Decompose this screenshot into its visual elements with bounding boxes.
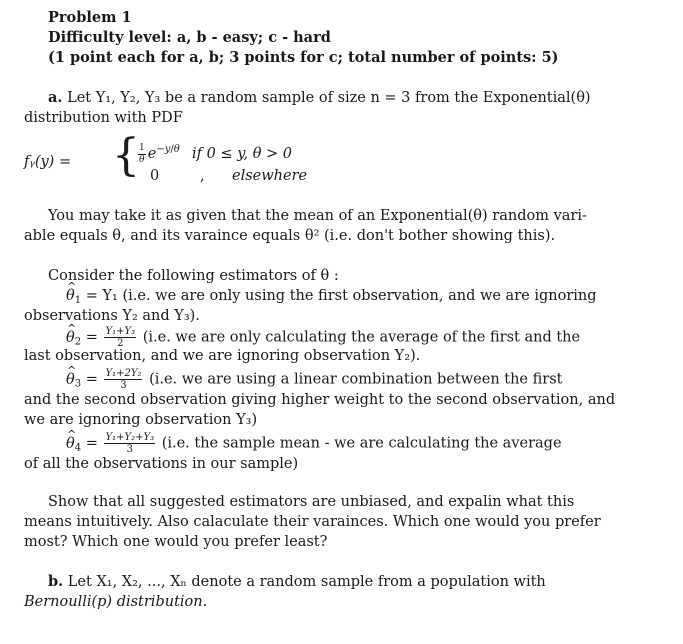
given-line-2: able equals θ, and its varaince equals θ² (i.e. don't bother showing this). <box>24 228 556 244</box>
pdf-case-2-expr: 0 <box>150 168 160 184</box>
given-line-1: You may take it as given that the mean of an Exponential(θ) random vari- <box>48 208 587 224</box>
part-b-line-1 <box>48 572 546 592</box>
consider-line: Consider the following estimators of θ : <box>48 268 339 284</box>
task-line-1: Show that all suggested estimators are unbiased, and expalin what this <box>48 494 575 510</box>
estimator-3-line-1: ^ $\theta_3$ = $\frac{\text{Y₁+2Y₂}}{3}$ (i.e. we are using a linear combination between the first <box>66 368 563 395</box>
pdf-case-1-cond: if 0 ≤ y, θ > 0 <box>192 146 293 162</box>
problem-title: Problem 1 <box>48 9 132 26</box>
estimator-1-line-2: observations Y₂ and Y₃). <box>24 308 200 324</box>
estimator-2-line-2: last observation, and we are ignoring observation Y₂). <box>24 348 421 364</box>
part-b-line-2: Bernoulli(p) distribution. <box>24 594 208 610</box>
part-a-intro-line-2: distribution with PDF <box>24 110 183 126</box>
points-line: (1 point each for a, b; 3 points for c; total number of points: 5) <box>48 49 559 66</box>
pdf-brace: { <box>112 130 140 181</box>
pdf-case-1-expr: $\frac{1}{\theta}$ $e^{-y/\theta}$ <box>139 142 180 165</box>
estimator-1-line-1: ^ $\theta_1 = Y_1$ (i.e. we are only using the first observation, and we are ignoring <box>66 286 597 311</box>
pdf-case-2-cond: elsewhere <box>232 168 308 184</box>
difficulty-line: Difficulty level: a, b - easy; c - hard <box>48 29 331 46</box>
part-b-label: b. <box>48 573 64 590</box>
estimator-4-line-2: of all the observations in our sample) <box>24 456 299 472</box>
estimator-3-line-2: and the second observation giving higher weight to the second observation, and <box>24 392 616 408</box>
pdf-lhs: fᵧ(y) = <box>24 154 72 170</box>
part-a-intro: Let Y₁, Y₂, Y₃ be a random sample of size n = 3 from the Exponential(θ) <box>67 90 591 106</box>
estimator-2-line-1: ^ $\theta_2$ = $\frac{\text{Y₁+Y₃}}{2}$ (i.e. we are only calculating the average of the first and the <box>66 326 580 353</box>
estimator-3-line-3: we are ignoring observation Y₃) <box>24 412 258 428</box>
task-line-3: most? Which one would you prefer least? <box>24 534 328 550</box>
part-a-label: a. <box>48 89 63 106</box>
pdf-case-2-sep: , <box>200 168 205 184</box>
part-b-text: Let X₁, X₂, ..., Xₙ denote a random sample from a population with <box>67 574 546 590</box>
part-a-intro-line-1 <box>48 88 591 108</box>
task-line-2: means intuitively. Also calaculate their varainces. Which one would you prefer <box>24 514 601 530</box>
estimator-4-line-1: ^ $\theta_4$ = $\frac{\text{Y₁+Y₂+Y₃}}{3}$ (i.e. the sample mean - we are calculating the average <box>66 432 562 459</box>
